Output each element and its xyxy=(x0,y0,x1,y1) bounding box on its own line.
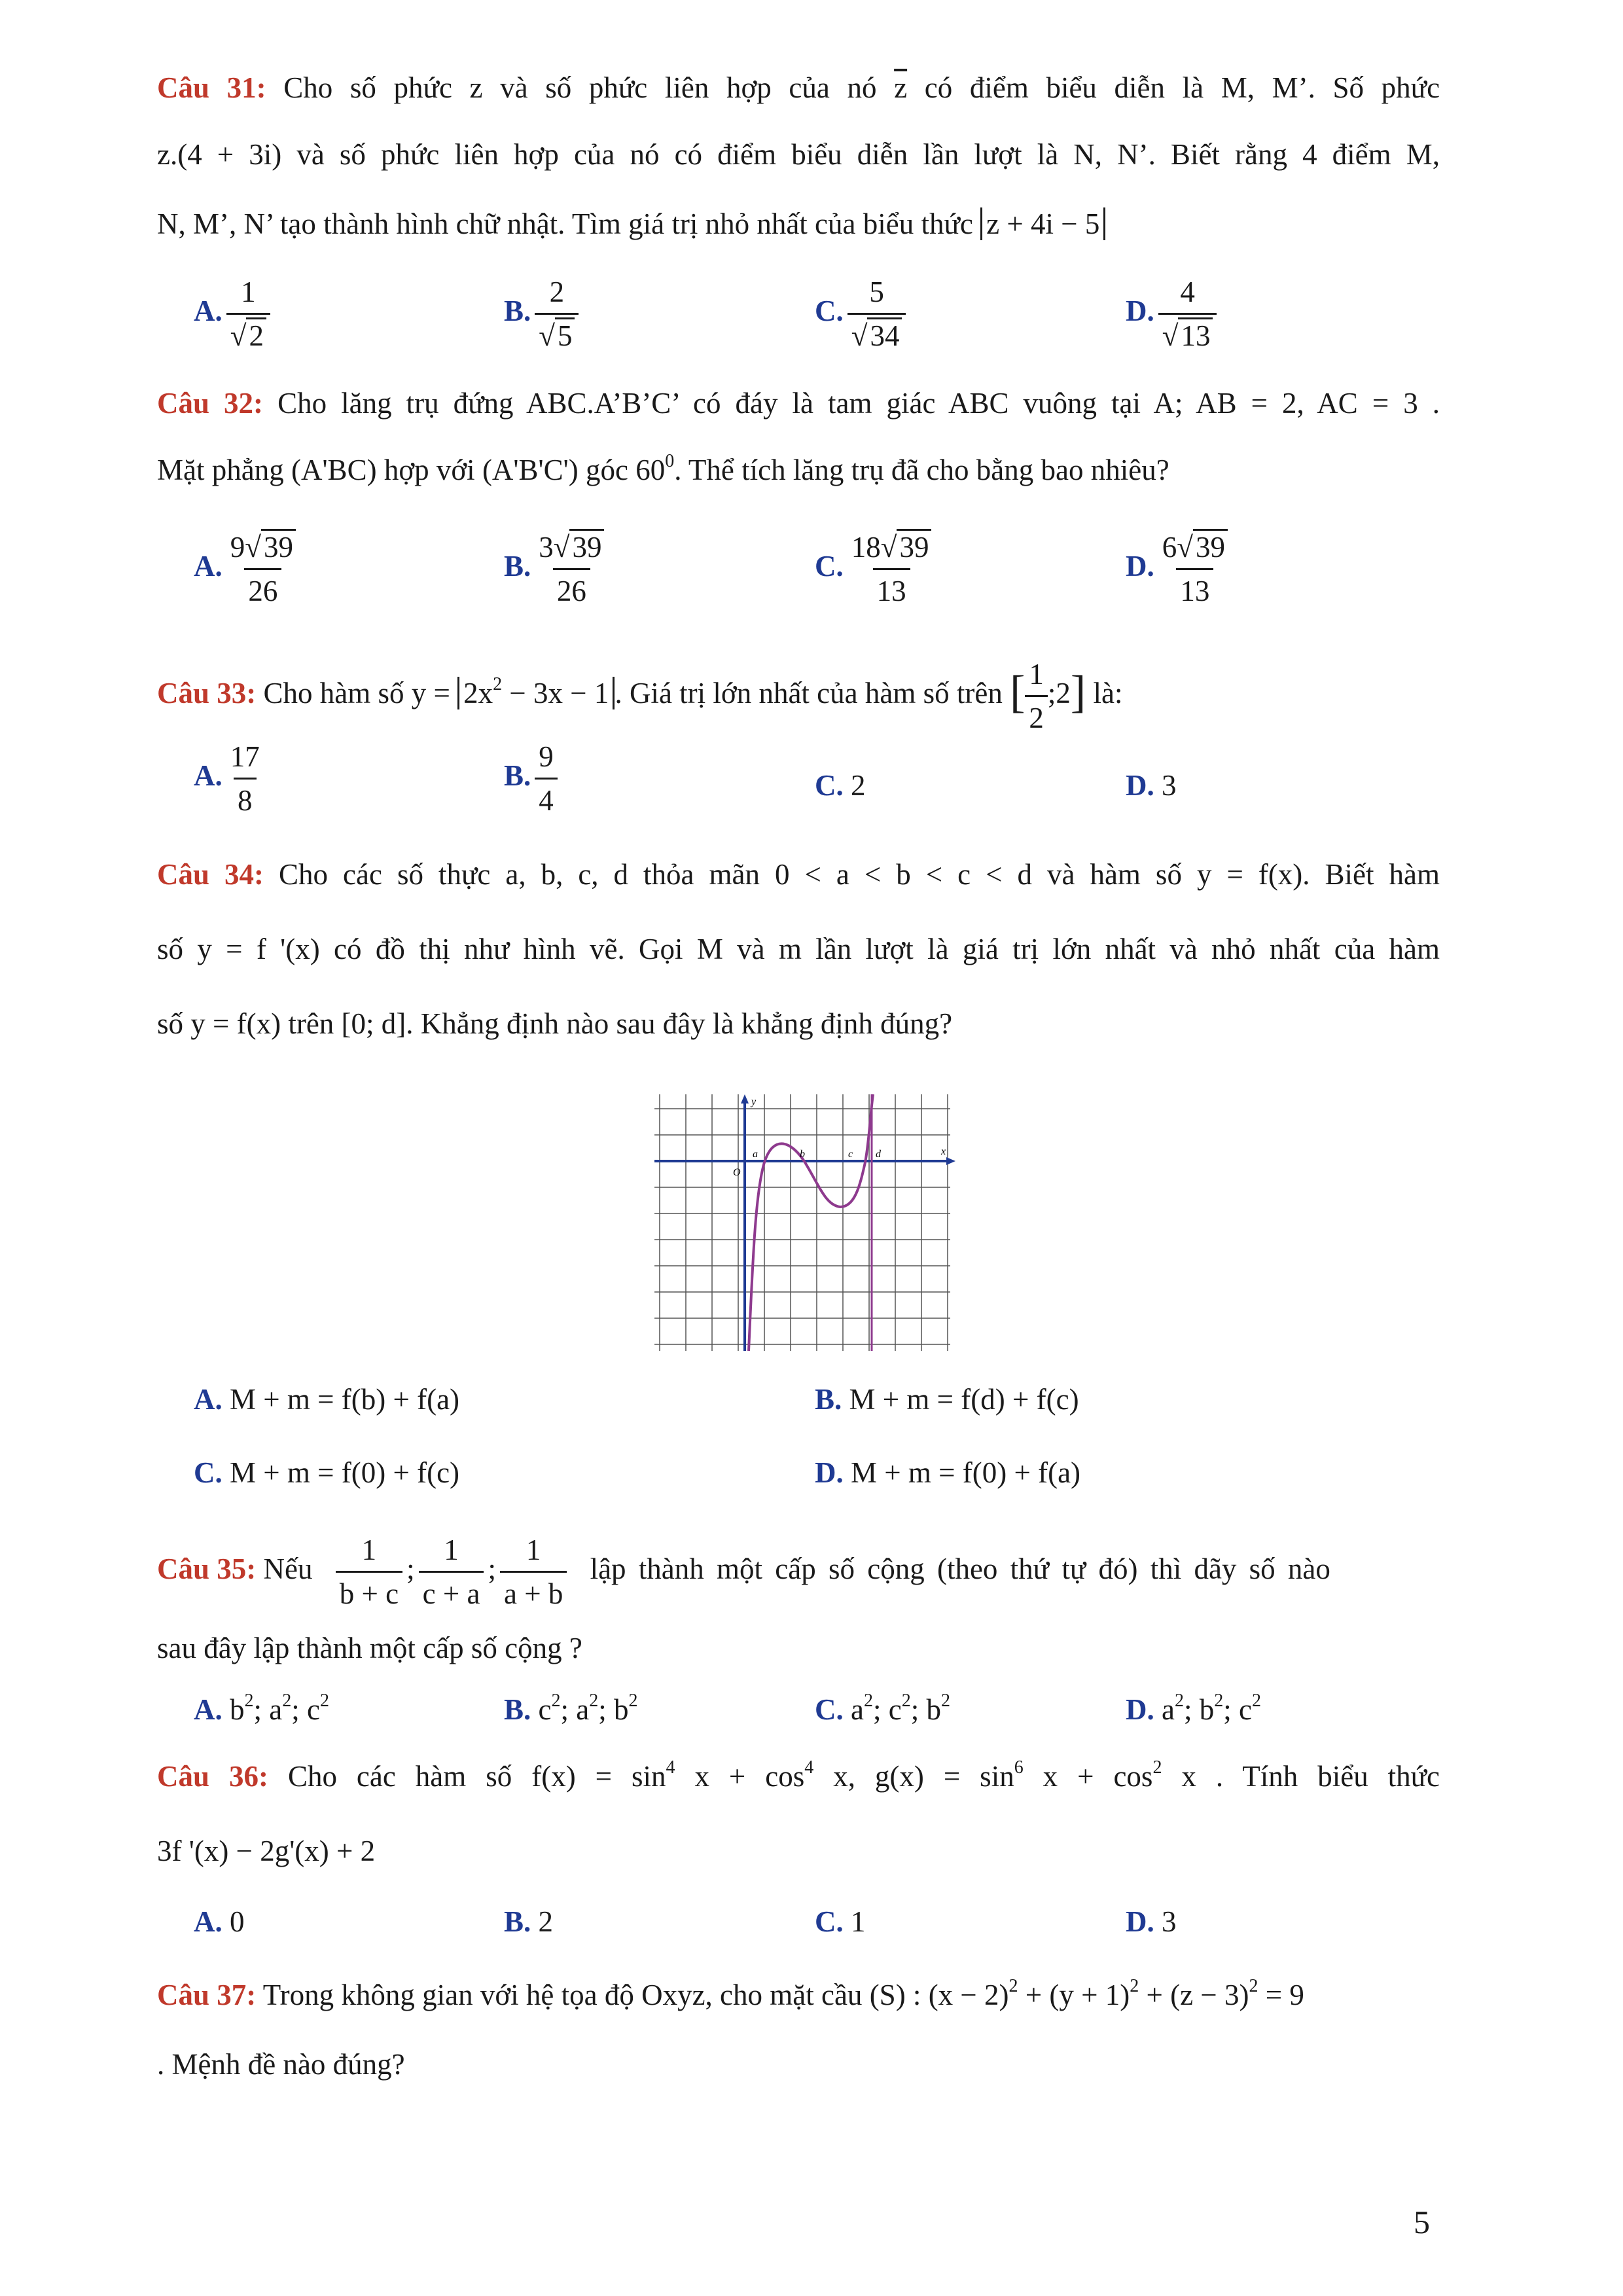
fraction-numerator: 1 xyxy=(241,276,256,308)
q35-option-d[interactable]: D. $a^2$; $b^2$; $c^2$ xyxy=(1126,1691,1261,1726)
exponent: 2 xyxy=(551,1691,561,1711)
exponent: 2 xyxy=(1214,1691,1224,1711)
fraction xyxy=(535,529,608,609)
q35-label: Câu 35: xyxy=(157,1552,257,1585)
fraction-numerator: 9 xyxy=(539,740,554,773)
option-label: C. xyxy=(815,1693,844,1726)
term: c xyxy=(1239,1693,1252,1726)
y-axis-arrow xyxy=(741,1094,749,1103)
q36-option-d[interactable] xyxy=(1126,1902,1177,1941)
radicand: 39 xyxy=(897,529,931,564)
option-label: C. xyxy=(815,549,844,583)
graph-label-d: d xyxy=(876,1149,881,1160)
fraction-denominator: 26 xyxy=(244,568,281,609)
term: a xyxy=(851,1693,864,1726)
term: b xyxy=(230,1693,245,1726)
fraction xyxy=(535,274,579,354)
term: a xyxy=(1162,1693,1175,1726)
q33-option-a[interactable] xyxy=(194,738,268,819)
option-label: A. xyxy=(194,1383,223,1416)
option-label: A. xyxy=(194,1693,223,1726)
coefficient: 6 xyxy=(1162,531,1177,564)
q33-line1: Câu 33: Cho hàm số $y = 2x^2 - 3x - 1$ . Giá trị lớn nhất của hàm số trên [ $\frac{1}{2}$ ;2] là: xyxy=(157,656,1440,736)
fraction-denominator: 4 xyxy=(535,778,558,819)
q36-line2: 3f '(x) − 2g'(x) + 2 xyxy=(157,1835,376,1867)
q34-line3: số y = f(x) trên [0; d]. Khẳng định nào sau đây là khẳng định đúng? xyxy=(157,1007,953,1040)
graph-label-c: c xyxy=(848,1149,853,1160)
q34-line1: Câu 34: Cho các số thực a, b, c, d thỏa mãn 0 < a < b < c < d và hàm số y = f(x). Biết hàm xyxy=(157,858,1440,891)
sqrt: √34 xyxy=(851,317,902,354)
separator: ; xyxy=(488,1552,496,1585)
option-label: A. xyxy=(194,549,223,583)
term: c xyxy=(538,1693,552,1726)
separator: ; xyxy=(406,1552,415,1585)
q32-label: Câu 32: xyxy=(157,387,264,420)
q31-option-d[interactable] xyxy=(1126,274,1221,354)
q36-option-a[interactable] xyxy=(194,1902,245,1941)
fraction-denominator xyxy=(1158,313,1217,354)
q33-option-c[interactable] xyxy=(815,766,866,805)
graph-label-x: x xyxy=(941,1146,946,1157)
coefficient: 3 xyxy=(539,531,554,564)
exponent: 2 xyxy=(901,1691,911,1711)
option-label: A. xyxy=(194,759,223,792)
q32-option-d[interactable] xyxy=(1126,529,1236,609)
coefficient: 9 xyxy=(230,531,245,564)
q31-line3: N, M’, N’ tạo thành hình chữ nhật. Tìm giá trị nhỏ nhất của biểu thức z + 4i − 5 xyxy=(157,204,1440,243)
graph-label-a: a xyxy=(753,1149,758,1160)
option-label: B. xyxy=(504,549,531,583)
fraction-denominator: b + c xyxy=(336,1571,402,1612)
option-value: 1 xyxy=(851,1905,866,1938)
q31-option-c[interactable] xyxy=(815,274,910,354)
x-axis-arrow xyxy=(946,1157,955,1165)
q37-line1: Câu 37: Trong không gian với hệ tọa độ Oxyz, cho mặt cầu (S) : $(x - 2)^2 + (y + 1)^2 + (z - 3)^2 = 9$ xyxy=(157,1976,1304,2011)
fraction xyxy=(500,1532,567,1612)
option-label: A. xyxy=(194,1905,223,1938)
option-label: C. xyxy=(815,769,844,802)
option-label: D. xyxy=(1126,1693,1154,1726)
q31-option-b[interactable] xyxy=(504,274,582,354)
q35-option-b[interactable]: B. $c^2$; $a^2$; $b^2$ xyxy=(504,1691,638,1726)
q33-option-b[interactable] xyxy=(504,738,562,819)
option-label: D. xyxy=(1126,294,1154,327)
option-label: C. xyxy=(194,1456,223,1489)
fraction-numerator: 1 xyxy=(444,1534,459,1566)
q31-line1: Câu 31: Cho số phức z và số phức liên hợp của nó $\overline{z}$ có điểm biểu diễn là M, M’. Số phức xyxy=(157,71,1440,104)
term: c xyxy=(307,1693,320,1726)
radicand: 39 xyxy=(1193,529,1228,564)
radicand: 2 xyxy=(246,317,266,352)
fraction xyxy=(226,529,300,609)
option-label: C. xyxy=(815,1905,844,1938)
fraction-denominator: 13 xyxy=(873,568,910,609)
fraction-denominator: 8 xyxy=(234,778,257,819)
q35-option-a[interactable]: A. $b^2$; $a^2$; $c^2$ xyxy=(194,1691,329,1726)
fraction-numerator: 1 xyxy=(361,1534,377,1566)
radicand: 39 xyxy=(569,529,604,564)
fprime-curve xyxy=(749,1094,873,1351)
fraction xyxy=(535,738,558,819)
option-text: M + m = f(0) + f(a) xyxy=(851,1456,1081,1489)
sqrt: √5 xyxy=(539,317,575,354)
q37-line2: . Mệnh đề nào đúng? xyxy=(157,2048,405,2081)
fraction-numerator: 17 xyxy=(230,740,260,773)
exponent: 2 xyxy=(282,1691,292,1711)
term: b xyxy=(926,1693,941,1726)
exponent: 2 xyxy=(628,1691,638,1711)
exponent: 2 xyxy=(589,1691,599,1711)
fraction-denominator: 26 xyxy=(553,568,590,609)
q32-option-a[interactable] xyxy=(194,529,304,609)
option-value: 2 xyxy=(851,769,866,802)
q34-option-c[interactable] xyxy=(194,1453,459,1492)
term: a xyxy=(576,1693,590,1726)
option-label: B. xyxy=(504,1693,531,1726)
q36-label: Câu 36: xyxy=(157,1760,268,1793)
option-label: B. xyxy=(504,1905,531,1938)
page-number: 5 xyxy=(1414,2204,1430,2240)
option-value: 3 xyxy=(1162,1905,1177,1938)
q36-line1: Câu 36: Cho các hàm số $f(x) = \sin^4 x + \cos^4 x$, $g(x) = \sin^6 x + \cos^2 x$ . Tính biểu thức xyxy=(157,1757,1440,1793)
q36-option-b[interactable] xyxy=(504,1902,553,1941)
q33-label: Câu 33: xyxy=(157,676,257,709)
q35-fractions xyxy=(332,1534,571,1610)
option-label: B. xyxy=(504,759,531,792)
fraction-denominator xyxy=(847,313,906,354)
exponent: 2 xyxy=(1174,1691,1184,1711)
q35-line1: Câu 35: Nếu $\frac{1}{b + c}$ ; $\frac{1}{c + a}$ ; $\frac{1}{a + b}$ lập thành một cấp số cộng (theo thứ tự đó) thì dãy số nào xyxy=(157,1532,1440,1612)
fraction-numerator xyxy=(226,529,300,568)
option-label: C. xyxy=(815,294,844,327)
q32-line2: Mặt phẳng (A'BC) hợp với (A'B'C') góc $60^0$. Thể tích lăng trụ đã cho bằng bao nhiêu? xyxy=(157,451,1169,486)
q35-option-c[interactable]: C. $a^2$; $c^2$; $b^2$ xyxy=(815,1691,950,1726)
sqrt: √39 xyxy=(1177,529,1228,565)
radicand: 5 xyxy=(555,317,575,352)
graph-label-b: b xyxy=(800,1149,805,1160)
option-value: 2 xyxy=(538,1905,554,1938)
fraction-denominator xyxy=(226,313,270,354)
fraction-numerator: 2 xyxy=(549,276,565,308)
graph-label-y: y xyxy=(751,1096,757,1107)
q34-option-d[interactable] xyxy=(815,1453,1080,1492)
q34-label: Câu 34: xyxy=(157,858,264,891)
fraction xyxy=(336,1532,402,1612)
sqrt: √13 xyxy=(1162,317,1213,354)
q32-option-c[interactable] xyxy=(815,529,939,609)
fraction-denominator xyxy=(535,313,579,354)
q32-line1: Câu 32: Cho lăng trụ đứng ABC.A’B’C’ có đáy là tam giác ABC vuông tại A; AB = 2, AC = 3 . xyxy=(157,387,1440,420)
option-label: D. xyxy=(1126,549,1154,583)
exponent: 2 xyxy=(941,1691,950,1711)
fraction xyxy=(847,274,906,354)
radicand: 39 xyxy=(261,529,296,564)
option-text: M + m = f(b) + f(a) xyxy=(230,1383,460,1416)
option-label: D. xyxy=(1126,1905,1154,1938)
fraction-denominator: 13 xyxy=(1176,568,1213,609)
option-text: M + m = f(0) + f(c) xyxy=(230,1456,460,1489)
q34-option-a[interactable] xyxy=(194,1380,459,1419)
exponent: 2 xyxy=(320,1691,329,1711)
option-label: D. xyxy=(815,1456,844,1489)
q31-option-a[interactable] xyxy=(194,274,274,354)
fraction xyxy=(226,274,270,354)
option-value: 3 xyxy=(1162,769,1177,802)
sqrt: √39 xyxy=(245,529,296,565)
fraction xyxy=(419,1532,484,1612)
term: b xyxy=(614,1693,629,1726)
graph-grid xyxy=(654,1094,950,1351)
q37-label: Câu 37: xyxy=(157,1979,257,2011)
fraction-denominator: c + a xyxy=(419,1571,484,1612)
exponent: 2 xyxy=(244,1691,254,1711)
term: c xyxy=(888,1693,902,1726)
sqrt: √2 xyxy=(230,317,266,354)
fraction xyxy=(226,738,264,819)
option-label: B. xyxy=(504,294,531,327)
fraction xyxy=(1158,274,1217,354)
option-label: B. xyxy=(815,1383,842,1416)
exponent: 2 xyxy=(1252,1691,1261,1711)
option-value: 0 xyxy=(230,1905,245,1938)
fraction-numerator: 4 xyxy=(1180,276,1195,308)
option-text: M + m = f(d) + f(c) xyxy=(849,1383,1079,1416)
fraction xyxy=(1158,529,1232,609)
fraction-denominator: a + b xyxy=(500,1571,567,1612)
radicand: 13 xyxy=(1178,317,1213,352)
sqrt: √39 xyxy=(881,529,932,565)
term: a xyxy=(269,1693,283,1726)
fraction xyxy=(847,529,936,609)
q36-option-c[interactable] xyxy=(815,1902,866,1941)
fraction-numerator xyxy=(1158,529,1232,568)
coefficient: 18 xyxy=(851,531,881,564)
option-label: A. xyxy=(194,294,223,327)
q31-label: Câu 31: xyxy=(157,71,266,104)
term: b xyxy=(1199,1693,1215,1726)
fraction-numerator xyxy=(535,529,608,568)
q34-option-b[interactable] xyxy=(815,1380,1079,1419)
option-label: D. xyxy=(1126,769,1154,802)
fraction-numerator xyxy=(847,529,936,568)
derivative-graph xyxy=(654,1094,955,1351)
q35-line2: sau đây lập thành một cấp số cộng ? xyxy=(157,1632,582,1664)
fraction-numerator: 1 xyxy=(526,1534,541,1566)
exponent: 2 xyxy=(863,1691,873,1711)
q32-option-b[interactable] xyxy=(504,529,612,609)
fraction-numerator: 5 xyxy=(869,276,884,308)
sqrt: √39 xyxy=(554,529,605,565)
radicand: 34 xyxy=(867,317,902,352)
q33-option-d[interactable] xyxy=(1126,766,1177,805)
graph-label-o: O xyxy=(733,1167,741,1178)
q34-line2: số y = f '(x) có đồ thị như hình vẽ. Gọi M và m lần lượt là giá trị lớn nhất và nhỏ nhất của hàm xyxy=(157,933,1440,965)
q31-line2: z.(4 + 3i) và số phức liên hợp của nó có điểm biểu diễn lần lượt là N, N’. Biết rằng 4 điểm M, xyxy=(157,138,1440,171)
